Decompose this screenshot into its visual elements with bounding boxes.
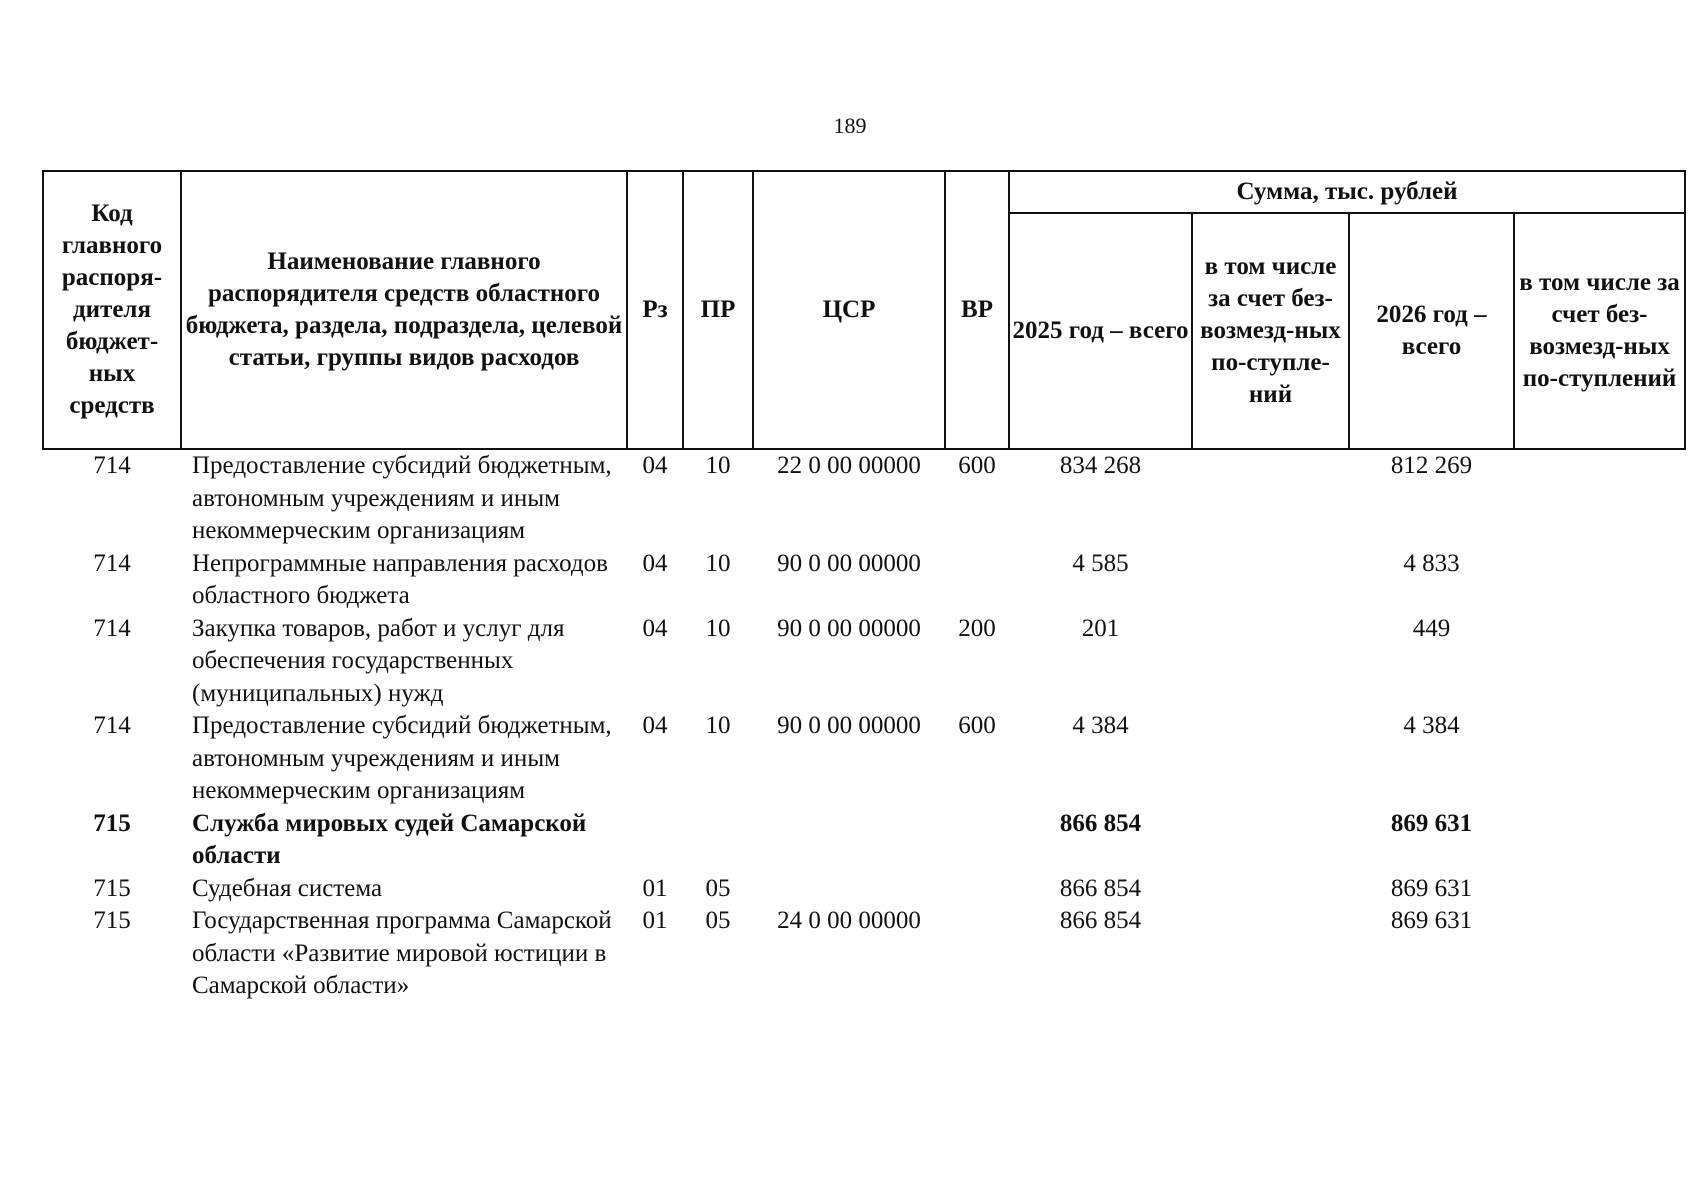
cell-total-2026: 449 xyxy=(1412,614,1451,642)
cell-csr: 24 0 00 00000 xyxy=(777,907,921,934)
cell-grants-2025 xyxy=(1192,449,1349,548)
cell-pr: 10 xyxy=(705,712,731,739)
cell-csr: 90 0 00 00000 xyxy=(777,549,921,577)
header-name: Наименование главного распорядителя средств областного бюджета, раздела, подраздела, целевой статьи, группы видов расходов xyxy=(181,171,627,449)
cell-grants-2026 xyxy=(1514,873,1685,906)
cell-vr xyxy=(945,873,1009,906)
cell-vr: 600 xyxy=(958,452,996,479)
cell-rz: 04 xyxy=(642,452,668,479)
table-body xyxy=(43,449,1685,1003)
cell-total-2025: 866 854 xyxy=(1059,874,1142,902)
header-grants-2026: в том числе за счет без-возмезд-ных по-ступлений xyxy=(1514,213,1685,449)
cell-grants-2026 xyxy=(1514,808,1685,873)
table-row xyxy=(43,808,1685,873)
header-rz: Рз xyxy=(627,171,683,449)
cell-name: Судебная система xyxy=(192,874,383,902)
header-code: Код главного распоря-дителя бюджет-ных средств xyxy=(43,171,181,449)
cell-name: Государственная программа Самарской области «Развитие мировой юстиции в Самарской области» xyxy=(192,907,612,999)
cell-total-2025: 4 384 xyxy=(1072,712,1129,739)
cell-grants-2026 xyxy=(1514,710,1685,808)
table-row xyxy=(43,873,1685,906)
table-header xyxy=(43,171,1685,449)
cell-rz: 01 xyxy=(642,907,668,934)
header-sum: Сумма, тыс. рублей xyxy=(1009,171,1685,213)
cell-vr xyxy=(945,808,1009,873)
table-row xyxy=(43,710,1685,808)
cell-grants-2026 xyxy=(1514,905,1685,1003)
cell-vr xyxy=(945,905,1009,1003)
cell-total-2025: 201 xyxy=(1081,614,1120,642)
header-csr: ЦСР xyxy=(753,171,945,449)
cell-grants-2025 xyxy=(1192,808,1349,873)
table-row xyxy=(43,613,1685,711)
cell-grants-2026 xyxy=(1514,449,1685,548)
cell-grants-2025 xyxy=(1192,905,1349,1003)
cell-code: 715 xyxy=(93,809,131,837)
header-total-2026: 2026 год – всего xyxy=(1349,213,1514,449)
cell-csr: 90 0 00 00000 xyxy=(777,712,921,739)
cell-vr: 600 xyxy=(958,712,996,739)
cell-name: Предоставление субсидий бюджетным, автономным учреждениям и иным некоммерческим организациям xyxy=(192,452,612,544)
page-number: 189 xyxy=(833,113,867,138)
cell-csr: 22 0 00 00000 xyxy=(777,452,921,479)
cell-csr xyxy=(753,808,945,873)
cell-pr: 10 xyxy=(705,549,731,577)
cell-grants-2025 xyxy=(1192,613,1349,711)
cell-pr: 05 xyxy=(705,874,731,902)
cell-total-2026: 869 631 xyxy=(1390,907,1473,934)
cell-total-2026: 869 631 xyxy=(1390,809,1473,837)
cell-total-2025: 834 268 xyxy=(1059,452,1142,479)
cell-total-2025: 4 585 xyxy=(1072,549,1129,577)
cell-total-2026: 812 269 xyxy=(1390,452,1473,479)
header-grants-2025: в том числе за счет без-возмезд-ных по-ступле-ний xyxy=(1192,213,1349,449)
cell-name: Служба мировых судей Самарской области xyxy=(192,809,587,869)
cell-total-2026: 4 833 xyxy=(1403,549,1460,577)
header-total-2025: 2025 год – всего xyxy=(1009,213,1192,449)
cell-vr xyxy=(945,548,1009,613)
cell-rz: 04 xyxy=(642,712,668,739)
cell-grants-2025 xyxy=(1192,710,1349,808)
cell-code: 715 xyxy=(93,874,131,902)
cell-csr: 90 0 00 00000 xyxy=(777,614,921,642)
cell-pr: 10 xyxy=(705,452,731,479)
cell-total-2026: 4 384 xyxy=(1403,712,1460,739)
cell-code: 714 xyxy=(93,614,131,642)
cell-total-2025: 866 854 xyxy=(1059,809,1142,837)
budget-table xyxy=(42,170,1686,1003)
cell-name: Предоставление субсидий бюджетным, автономным учреждениям и иным некоммерческим организациям xyxy=(192,712,612,804)
cell-total-2026: 869 631 xyxy=(1390,874,1473,902)
cell-code: 714 xyxy=(93,549,131,577)
cell-rz: 04 xyxy=(642,549,668,577)
cell-rz: 01 xyxy=(642,874,668,902)
cell-rz xyxy=(627,808,683,873)
cell-grants-2026 xyxy=(1514,548,1685,613)
cell-pr xyxy=(683,808,753,873)
cell-code: 714 xyxy=(93,712,131,739)
cell-grants-2025 xyxy=(1192,873,1349,906)
cell-name: Непрограммные направления расходов областного бюджета xyxy=(192,549,608,609)
table-row xyxy=(43,449,1685,548)
cell-code: 715 xyxy=(93,907,131,934)
cell-pr: 10 xyxy=(705,614,731,642)
cell-pr: 05 xyxy=(705,907,731,934)
cell-grants-2026 xyxy=(1514,613,1685,711)
cell-csr xyxy=(753,873,945,906)
table-row xyxy=(43,548,1685,613)
cell-total-2025: 866 854 xyxy=(1059,907,1142,934)
header-pr: ПР xyxy=(683,171,753,449)
header-vr: ВР xyxy=(945,171,1009,449)
cell-grants-2025 xyxy=(1192,548,1349,613)
cell-code: 714 xyxy=(93,452,131,479)
cell-name: Закупка товаров, работ и услуг для обеспечения государственных (муниципальных) нужд xyxy=(192,614,565,707)
cell-vr: 200 xyxy=(958,614,996,642)
table-row xyxy=(43,905,1685,1003)
cell-rz: 04 xyxy=(642,614,668,642)
